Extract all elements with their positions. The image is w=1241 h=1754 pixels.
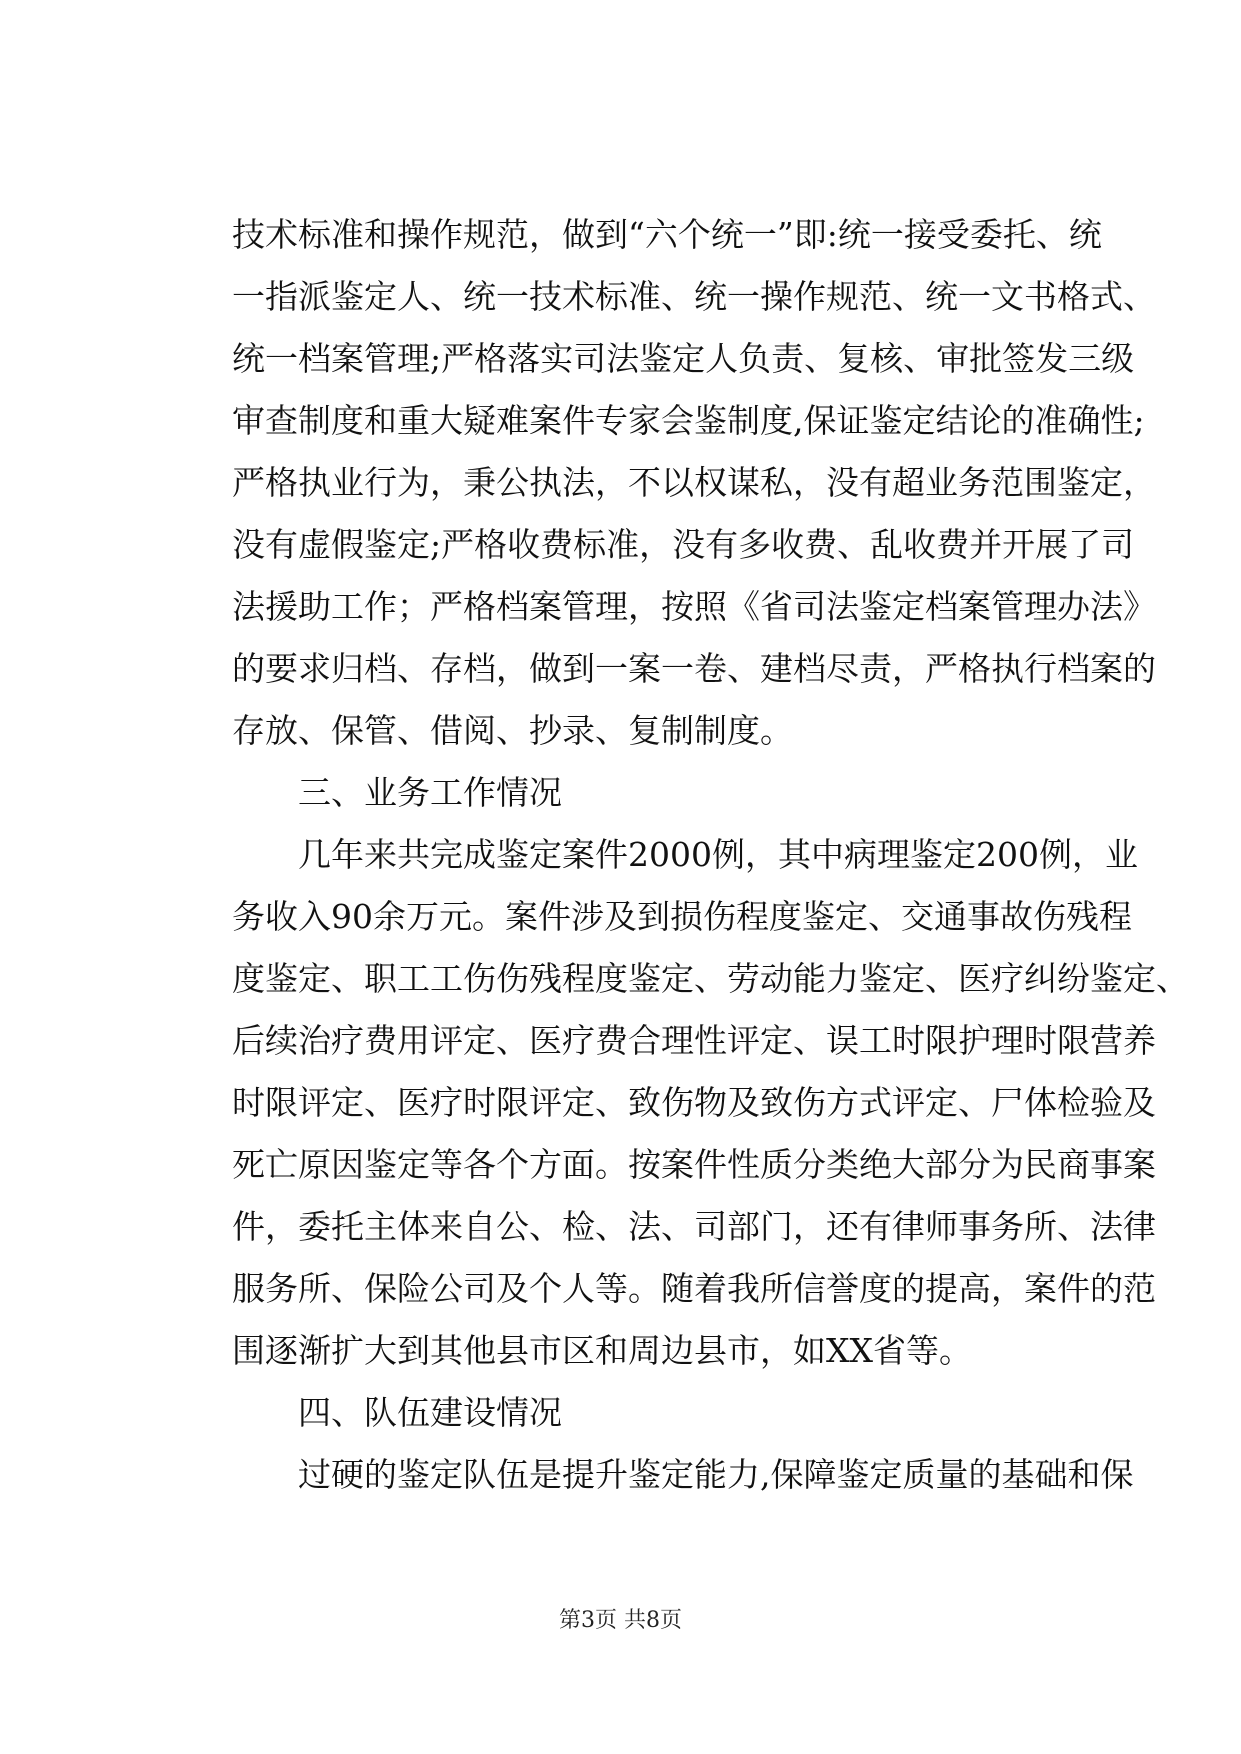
text-line: 后续治疗费用评定、医疗费合理性评定、误工时限护理时限营养 bbox=[232, 1021, 1156, 1060]
text-line: 服务所、保险公司及个人等。随着我所信誉度的提高，案件的范 bbox=[232, 1269, 1156, 1308]
text-line: 件，委托主体来自公、检、法、司部门，还有律师事务所、法律 bbox=[232, 1207, 1156, 1246]
text-line: 法援助工作；严格档案管理，按照《省司法鉴定档案管理办法》 bbox=[232, 587, 1156, 626]
text-line: 围逐渐扩大到其他县市区和周边县市，如XX省等。 bbox=[232, 1331, 972, 1370]
text-line: 时限评定、医疗时限评定、致伤物及致伤方式评定、尸体检验及 bbox=[232, 1083, 1156, 1122]
text-line: 死亡原因鉴定等各个方面。按案件性质分类绝大部分为民商事案 bbox=[232, 1145, 1156, 1184]
text-line: 严格执业行为，秉公执法，不以权谋私，没有超业务范围鉴定， bbox=[232, 463, 1156, 502]
text-line: 技术标准和操作规范，做到“六个统一”即:统一接受委托、统 bbox=[232, 215, 1102, 254]
text-line: 度鉴定、职工工伤伤残程度鉴定、劳动能力鉴定、医疗纠纷鉴定、 bbox=[232, 959, 1189, 998]
page-footer: 第3页 共8页 bbox=[559, 1608, 682, 1633]
text-line: 统一档案管理;严格落实司法鉴定人负责、复核、审批签发三级 bbox=[232, 339, 1135, 378]
section-heading: 四、队伍建设情况 bbox=[232, 1393, 562, 1432]
text-line: 过硬的鉴定队伍是提升鉴定能力,保障鉴定质量的基础和保 bbox=[232, 1455, 1134, 1494]
section-heading: 三、业务工作情况 bbox=[232, 773, 562, 812]
text-line: 一指派鉴定人、统一技术标准、统一操作规范、统一文书格式、 bbox=[232, 277, 1156, 316]
text-line: 的要求归档、存档，做到一案一卷、建档尽责，严格执行档案的 bbox=[232, 649, 1156, 688]
text-line: 几年来共完成鉴定案件2000例，其中病理鉴定200例，业 bbox=[232, 835, 1138, 874]
text-line: 审查制度和重大疑难案件专家会鉴制度,保证鉴定结论的准确性; bbox=[232, 401, 1145, 440]
text-line: 没有虚假鉴定;严格收费标准，没有多收费、乱收费并开展了司 bbox=[232, 525, 1135, 564]
text-line: 务收入90余万元。案件涉及到损伤程度鉴定、交通事故伤残程 bbox=[232, 897, 1132, 936]
text-line: 存放、保管、借阅、抄录、复制制度。 bbox=[232, 711, 793, 750]
